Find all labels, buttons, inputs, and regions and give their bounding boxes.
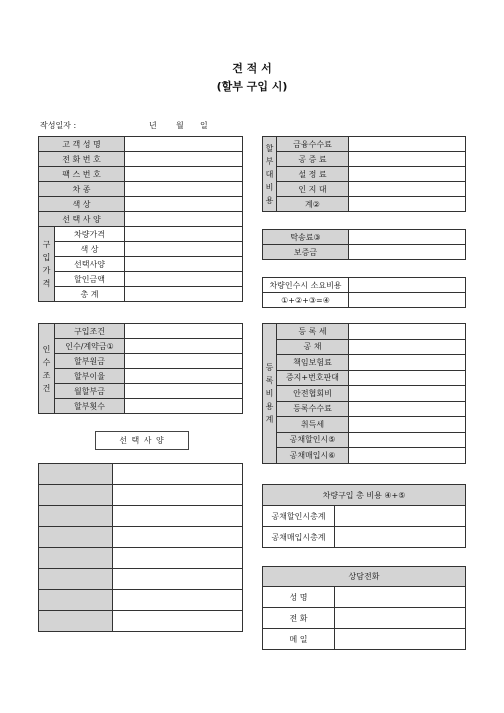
total-purchase-header: 차량구입 총 비용 ④+⑤ — [263, 485, 466, 506]
setup-fee-input[interactable] — [349, 167, 466, 182]
plate-fee-input[interactable] — [349, 370, 466, 386]
acquisition-formula: ①+②+③=④ — [263, 293, 349, 308]
consultant-email-input[interactable] — [335, 629, 466, 650]
reg-label: 책임보험료 — [277, 355, 349, 371]
purchase-price-side: 구입가격 — [39, 227, 55, 302]
consultant-name-input[interactable] — [335, 587, 466, 608]
stamp-fee-input[interactable] — [349, 182, 466, 197]
consultant-phone-input[interactable] — [335, 608, 466, 629]
total-purchase-table — [262, 484, 466, 548]
fee-label: 계② — [277, 197, 349, 212]
purchase-label: 차량가격 — [55, 227, 125, 242]
reg-label: 취득세 — [277, 417, 349, 433]
date-day: 일 — [200, 121, 208, 130]
purchase-label: 총 계 — [55, 287, 125, 302]
customer-label: 선 택 사 양 — [39, 212, 125, 227]
reg-label: 안전협회비 — [277, 386, 349, 402]
option-input[interactable] — [125, 212, 243, 227]
customer-label: 전 화 번 호 — [39, 152, 125, 167]
page-subtitle: (할부 구입 시) — [216, 80, 288, 93]
reg-label: 등 록 세 — [277, 324, 349, 340]
acquisition-terms-table — [38, 323, 243, 414]
options-table — [38, 463, 243, 632]
option-value-cell[interactable] — [113, 569, 243, 590]
safety-fee-input[interactable] — [349, 386, 466, 402]
registration-tax-input[interactable] — [349, 324, 466, 340]
total-input[interactable] — [125, 287, 243, 302]
consultation-label: 메 일 — [263, 629, 335, 650]
delivery-table — [262, 229, 466, 260]
options-button[interactable]: 선 택 사 양 — [95, 431, 189, 450]
option-name-cell[interactable] — [39, 485, 113, 506]
option-value-cell[interactable] — [113, 506, 243, 527]
bond-purchase-total-input[interactable] — [335, 527, 466, 548]
customer-label: 고 객 성 명 — [39, 137, 125, 152]
purchase-label: 색 상 — [55, 242, 125, 257]
customer-table — [38, 136, 243, 302]
down-payment-input[interactable] — [125, 339, 243, 354]
purchase-terms-input[interactable] — [125, 324, 243, 339]
purchase-label: 선택사양 — [55, 257, 125, 272]
acquisition-tax-input[interactable] — [349, 417, 466, 433]
date-year: 년 — [149, 121, 157, 130]
acquisition-cost-input[interactable] — [349, 278, 466, 293]
consultation-label: 성 명 — [263, 587, 335, 608]
customer-label: 차 종 — [39, 182, 125, 197]
fee-subtotal-input[interactable] — [349, 197, 466, 212]
reg-label: 증지+번호판대 — [277, 370, 349, 386]
option-value-cell[interactable] — [113, 611, 243, 632]
bond-input[interactable] — [349, 339, 466, 355]
interest-rate-input[interactable] — [125, 369, 243, 384]
option-name-cell[interactable] — [39, 569, 113, 590]
insurance-input[interactable] — [349, 355, 466, 371]
terms-label: 인수/계약금① — [55, 339, 125, 354]
option-value-cell[interactable] — [113, 548, 243, 569]
acquisition-table — [262, 277, 466, 308]
delivery-fee-input[interactable] — [349, 230, 466, 245]
terms-label: 할부횟수 — [55, 399, 125, 414]
reg-label: 공채할인시⑤ — [277, 432, 349, 448]
acquisition-terms-side: 인수조건 — [39, 324, 55, 414]
phone-input[interactable] — [125, 152, 243, 167]
car-model-input[interactable] — [125, 182, 243, 197]
color-price-input[interactable] — [125, 242, 243, 257]
option-name-cell[interactable] — [39, 506, 113, 527]
date-label: 작성일자 : — [40, 121, 77, 130]
option-name-cell[interactable] — [39, 590, 113, 611]
customer-label: 색 상 — [39, 197, 125, 212]
option-name-cell[interactable] — [39, 527, 113, 548]
monthly-payment-input[interactable] — [125, 384, 243, 399]
registration-side: 등록비용계 — [263, 324, 277, 464]
deposit-label: 보증금 — [263, 245, 349, 260]
reg-label: 공 채 — [277, 339, 349, 355]
option-value-cell[interactable] — [113, 590, 243, 611]
fee-label: 설 정 료 — [277, 167, 349, 182]
terms-label: 할부이율 — [55, 369, 125, 384]
consultation-table — [262, 566, 466, 650]
option-value-cell[interactable] — [113, 485, 243, 506]
bond-discount-input[interactable] — [349, 432, 466, 448]
installment-fees-side: 할부대비용 — [263, 137, 277, 212]
delivery-label: 탁송료③ — [263, 230, 349, 245]
notary-fee-input[interactable] — [349, 152, 466, 167]
terms-label: 월할부금 — [55, 384, 125, 399]
registration-table — [262, 323, 466, 464]
terms-label: 구입조건 — [55, 324, 125, 339]
finance-fee-input[interactable] — [349, 137, 466, 152]
principal-input[interactable] — [125, 354, 243, 369]
discount-input[interactable] — [125, 272, 243, 287]
total-label: 공채할인시총계 — [263, 506, 335, 527]
acquisition-total-input[interactable] — [349, 293, 466, 308]
option-value-cell[interactable] — [113, 527, 243, 548]
reg-label: 공채매입시⑥ — [277, 448, 349, 464]
fee-label: 공 증 료 — [277, 152, 349, 167]
color-input[interactable] — [125, 197, 243, 212]
fee-label: 인 지 대 — [277, 182, 349, 197]
reg-label: 등록수수료 — [277, 401, 349, 417]
option-price-input[interactable] — [125, 257, 243, 272]
purchase-label: 할인금액 — [55, 272, 125, 287]
installment-count-input[interactable] — [125, 399, 243, 414]
date-month: 월 — [176, 121, 184, 130]
option-name-cell[interactable] — [39, 464, 113, 485]
total-label: 공채매입시총계 — [263, 527, 335, 548]
consultation-label: 전 화 — [263, 608, 335, 629]
option-value-cell[interactable] — [113, 464, 243, 485]
fee-label: 금융수수료 — [277, 137, 349, 152]
bond-purchase-input[interactable] — [349, 448, 466, 464]
terms-label: 할부원금 — [55, 354, 125, 369]
bond-discount-total-input[interactable] — [335, 506, 466, 527]
option-name-cell[interactable] — [39, 548, 113, 569]
acquisition-label: 차량인수시 소요비용 — [263, 278, 349, 293]
registration-fee-input[interactable] — [349, 401, 466, 417]
customer-name-input[interactable] — [125, 137, 243, 152]
car-price-input[interactable] — [125, 227, 243, 242]
customer-label: 팩 스 번 호 — [39, 167, 125, 182]
option-name-cell[interactable] — [39, 611, 113, 632]
fax-input[interactable] — [125, 167, 243, 182]
installment-fees-table — [262, 136, 466, 212]
consultation-header: 상담전화 — [263, 567, 466, 587]
deposit-input[interactable] — [349, 245, 466, 260]
page-title: 견 적 서 — [232, 62, 272, 75]
